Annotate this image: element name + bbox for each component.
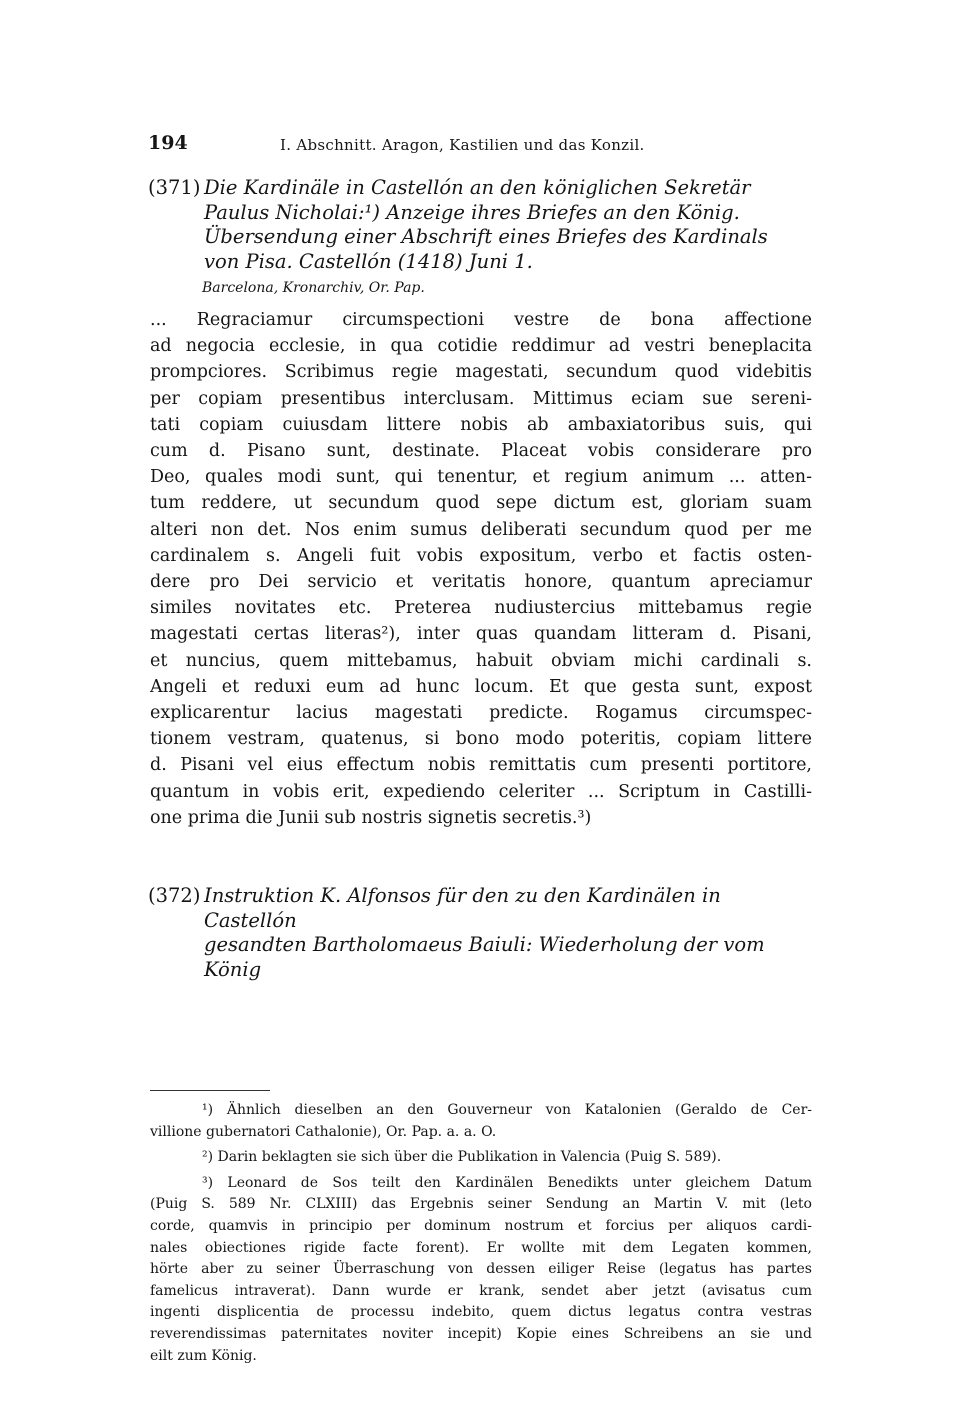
text-line: Deo, quales modi sunt, qui tenentur, et regium animum ... atten- (150, 467, 812, 488)
text-line: quantum in vobis erit, expediendo celeriter ... Scriptum in Castilli- (150, 781, 812, 802)
footnotes (150, 1100, 812, 1367)
text-line: ad negocia ecclesie, in qua cotidie reddimur ad vestri beneplacita (150, 336, 812, 357)
footnote-line: reverendissimas paternitates noviter incepit) Kopie eines Schreibens an sie und (150, 1325, 812, 1342)
text-line: one prima die Junii sub nostris signetis secretis.³) (150, 807, 592, 828)
text-line: ... Regraciamur circumspectioni vestre de bona affectione (150, 310, 812, 330)
page-number: 194 (148, 132, 188, 154)
text-line: tum reddere, ut secundum quod sepe dictum est, gloriam suam (150, 493, 812, 514)
footnote-line: (Puig S. 589 Nr. CLXIII) das Ergebnis seiner Sendung an Martin V. mit (leto (150, 1196, 812, 1213)
footnote-line: corde, quamvis in principio per dominum nostrum et forcius per aliquos cardi- (150, 1217, 812, 1234)
text-line: prompciores. Scribimus regie magestati, secundum quod videbitis (150, 362, 812, 383)
footnote-2 (150, 1147, 812, 1169)
text-line: cum d. Pisano sunt, destinate. Placeat vobis considerare pro (150, 441, 812, 462)
text-line: magestati certas literas²), inter quas quandam litteram d. Pisani, (150, 624, 812, 645)
heading-line: gesandten Bartholomaeus Baiuli: Wiederholung der vom König (204, 933, 765, 981)
footnote-line: nales obiectiones rigide facte forent). Er wollte mit dem Legaten kommen, (150, 1239, 812, 1256)
footnote-line: ³) Leonard de Sos teilt den Kardinälen Benedikts unter gleichem Datum (202, 1174, 812, 1191)
text-line: d. Pisani vel eius effectum nobis remittatis cum presenti portitore, (150, 755, 812, 776)
running-title: I. Abschnitt. Aragon, Kastilien und das Konzil. (280, 136, 645, 154)
text-line: tati copiam cuiusdam littere nobis ab ambaxiatoribus suis, qui (150, 414, 812, 435)
footnote-line: eilt zum König. (150, 1347, 257, 1364)
text-line: dere pro Dei servicio et veritatis honore, quantum apreciamur (150, 572, 812, 593)
footnote-line: ²) Darin beklagten sie sich über die Publikation in Valencia (Puig S. 589). (202, 1149, 722, 1166)
heading-line: von Pisa. Castellón (1418) Juni 1. (204, 249, 533, 273)
entry-number: (372) (148, 884, 201, 907)
entry-372 (150, 884, 812, 982)
footnote-line: ¹) Ähnlich dieselben an den Gouverneur von Katalonien (Geraldo de Cer- (202, 1102, 812, 1118)
text-line: explicarentur lacius magestati predicte. Rogamus circumspec- (150, 703, 812, 724)
footnote-rule (150, 1090, 270, 1091)
text-line: cardinalem s. Angeli fuit vobis expositum, verbo et factis osten- (150, 545, 812, 566)
text-line: et nuncius, quem mittebamus, habuit obviam michi cardinali s. (150, 650, 812, 671)
footnote-1 (150, 1100, 812, 1143)
running-head (150, 132, 812, 160)
text-line: similes novitates etc. Preterea nudiustercius mittebamus regie (150, 598, 812, 619)
footnote-line: villione gubernatori Cathalonie), Or. Pap. a. a. O. (150, 1123, 497, 1140)
footnote-line: famelicus intraverat). Dann wurde er krank, sendet aber jetzt (avisatus cum (150, 1282, 812, 1299)
archive-source: Barcelona, Kronarchiv, Or. Pap. (202, 280, 425, 296)
footnote-3 (150, 1173, 812, 1367)
heading-line: Instruktion K. Alfonsos für den zu den Kardinälen in Castellón (204, 884, 721, 932)
text-line: tionem vestram, quatenus, si bono modo poteritis, copiam littere (150, 729, 812, 750)
heading-line: Die Kardinäle in Castellón an den königlichen Sekretär (204, 176, 751, 199)
entry-number: (371) (148, 176, 201, 199)
footnote-line: hörte aber zu seiner Überraschung von dessen eiliger Reise (legatus has partes (150, 1261, 812, 1278)
entry-heading (150, 884, 812, 982)
footnote-line: ingenti displicentia de processu indebito, quem dictus legatus contra vestras (150, 1304, 812, 1321)
text-line: per copiam presentibus interclusam. Mittimus eciam sue sereni- (150, 388, 812, 409)
heading-line: Paulus Nicholai:¹) Anzeige ihres Briefes an den König. (204, 200, 740, 224)
entry-heading (150, 176, 812, 274)
letter-text (150, 307, 812, 831)
heading-line: Übersendung einer Abschrift eines Briefes des Kardinals (204, 225, 768, 248)
text-line: alteri non det. Nos enim sumus deliberati secundum quod per me (150, 519, 812, 540)
entry-371 (150, 176, 812, 831)
text-line: Angeli et reduxi eum ad hunc locum. Et que gesta sunt, expost (150, 676, 812, 697)
